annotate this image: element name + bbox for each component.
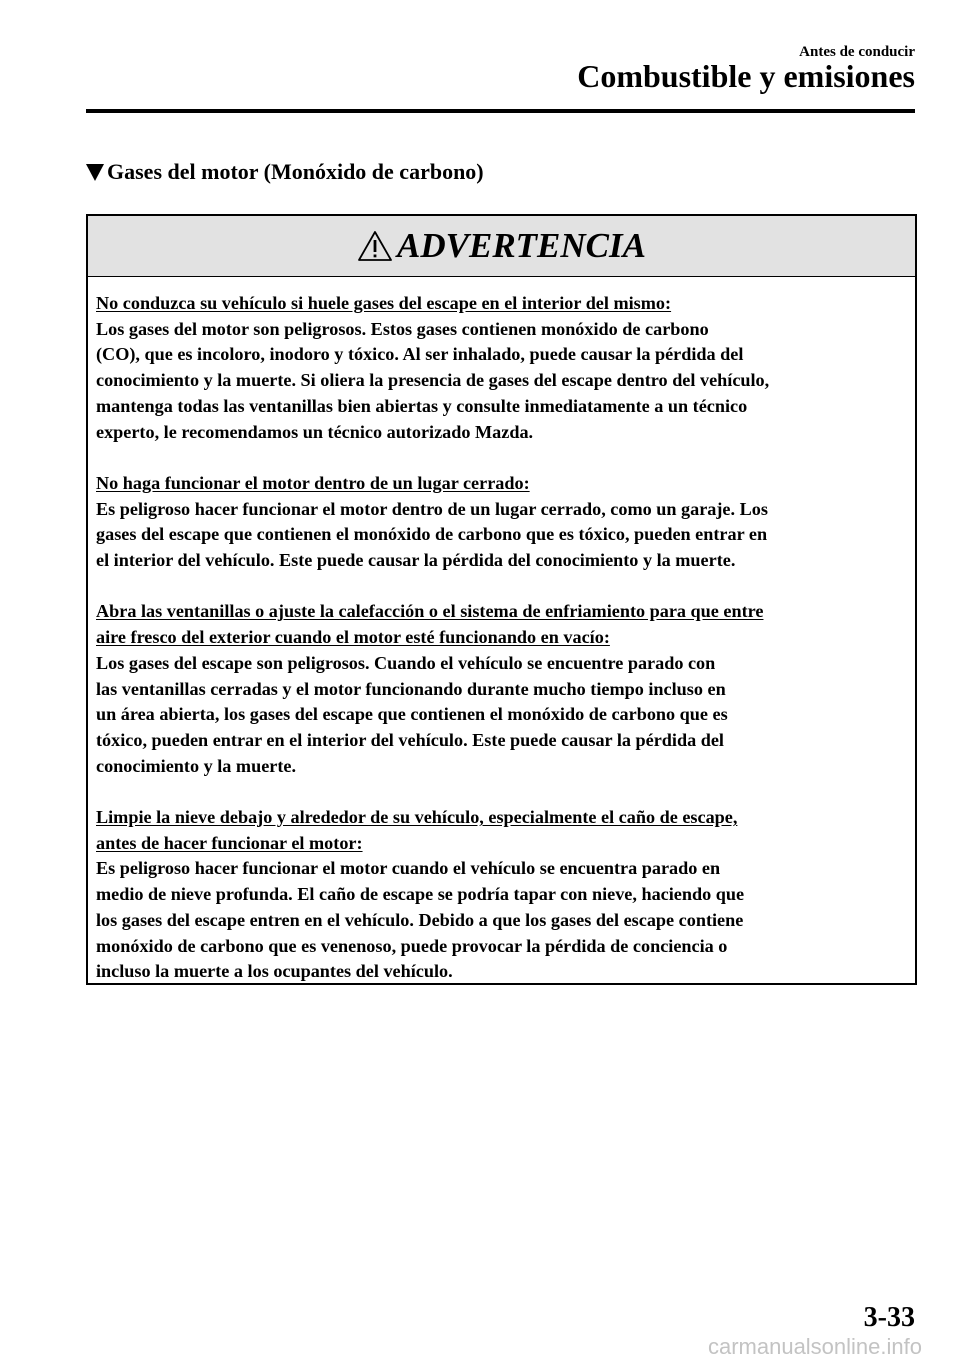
warning-heading-line bbox=[96, 599, 907, 625]
warning-title: ADVERTENCIA bbox=[397, 226, 646, 265]
warning-heading-text: No haga funcionar el motor dentro de un lugar cerrado: bbox=[96, 472, 530, 493]
warning-heading-text: No conduzca su vehículo si huele gases del escape en el interior del mismo: bbox=[96, 293, 672, 313]
paragraph-gap bbox=[96, 574, 907, 600]
warning-heading-line bbox=[96, 831, 907, 857]
warning-body-line: los gases del escape entren en el vehículo. Debido a que los gases del escape contiene bbox=[96, 909, 744, 930]
warning-body-line: conocimiento y la muerte. bbox=[96, 755, 297, 776]
warning-heading-text: Abra las ventanillas o ajuste la calefacción o el sistema de enfriamiento para que entre bbox=[96, 601, 764, 622]
warning-heading-text: aire fresco del exterior cuando el motor esté funcionando en vacío: bbox=[96, 627, 610, 648]
subheading bbox=[86, 159, 484, 185]
warning-body-line: un área abierta, los gases del escape que contienen el monóxido de carbono que es bbox=[96, 704, 728, 725]
watermark: carmanualsonline.info bbox=[707, 1334, 922, 1359]
section-title: Combustible y emisiones bbox=[577, 58, 915, 94]
warning-body-line: experto, le recomendamos un técnico autorizado Mazda. bbox=[96, 421, 534, 442]
subheading-text: Gases del motor (Monóxido de carbono) bbox=[107, 159, 484, 184]
paragraph-gap bbox=[96, 445, 907, 471]
warning-body-line: tóxico, pueden entrar en el interior del vehículo. Este puede causar la pérdida del bbox=[96, 729, 724, 750]
warning-triangle-icon bbox=[357, 230, 393, 262]
page-number: 3-33 bbox=[863, 1302, 915, 1333]
warning-body-line: el interior del vehículo. Este puede causar la pérdida del conocimiento y la muerte. bbox=[96, 550, 736, 571]
triangle-bullet-icon bbox=[86, 164, 104, 181]
warning-body-line: Los gases del escape son peligrosos. Cuando el vehículo se encuentre parado con bbox=[96, 652, 716, 673]
warning-heading-text: Limpie la nieve debajo y alrededor de su vehículo, especialmente el caño de escape, bbox=[96, 807, 738, 828]
header-divider bbox=[86, 109, 915, 113]
warning-heading-line bbox=[96, 471, 907, 497]
warning-body-line: Los gases del motor son peligrosos. Estos gases contienen monóxido de carbono bbox=[96, 318, 709, 339]
paragraph-gap bbox=[96, 779, 907, 805]
warning-heading-text: antes de hacer funcionar el motor: bbox=[96, 832, 363, 853]
warning-body-line: conocimiento y la muerte. Si oliera la presencia de gases del escape dentro del vehículo, bbox=[96, 370, 770, 391]
warning-body-line: Es peligroso hacer funcionar el motor dentro de un lugar cerrado, como un garaje. Los bbox=[96, 498, 768, 519]
warning-box bbox=[86, 214, 917, 985]
warning-heading-line bbox=[96, 805, 907, 831]
warning-body-line: incluso la muerte a los ocupantes del vehículo. bbox=[96, 961, 453, 982]
warning-body bbox=[88, 277, 915, 985]
warning-body-line: medio de nieve profunda. El caño de escape se podría tapar con nieve, haciendo que bbox=[96, 884, 745, 905]
warning-header bbox=[88, 216, 915, 277]
warning-body-line: monóxido de carbono que es venenoso, puede provocar la pérdida de conciencia o bbox=[96, 935, 728, 956]
chapter-title: Antes de conducir bbox=[799, 44, 915, 60]
warning-body-line: (CO), que es incoloro, inodoro y tóxico. Al ser inhalado, puede causar la pérdida del bbox=[96, 344, 744, 365]
warning-body-line: Es peligroso hacer funcionar el motor cuando el vehículo se encuentra parado en bbox=[96, 858, 721, 879]
warning-heading-line bbox=[96, 625, 907, 651]
warning-body-line: las ventanillas cerradas y el motor funcionando durante mucho tiempo incluso en bbox=[96, 678, 726, 699]
warning-body-line: gases del escape que contienen el monóxido de carbono que es tóxico, pueden entrar en bbox=[96, 524, 768, 545]
warning-heading-line bbox=[96, 291, 907, 317]
warning-body-line: mantenga todas las ventanillas bien abiertas y consulte inmediatamente a un técnico bbox=[96, 395, 748, 416]
